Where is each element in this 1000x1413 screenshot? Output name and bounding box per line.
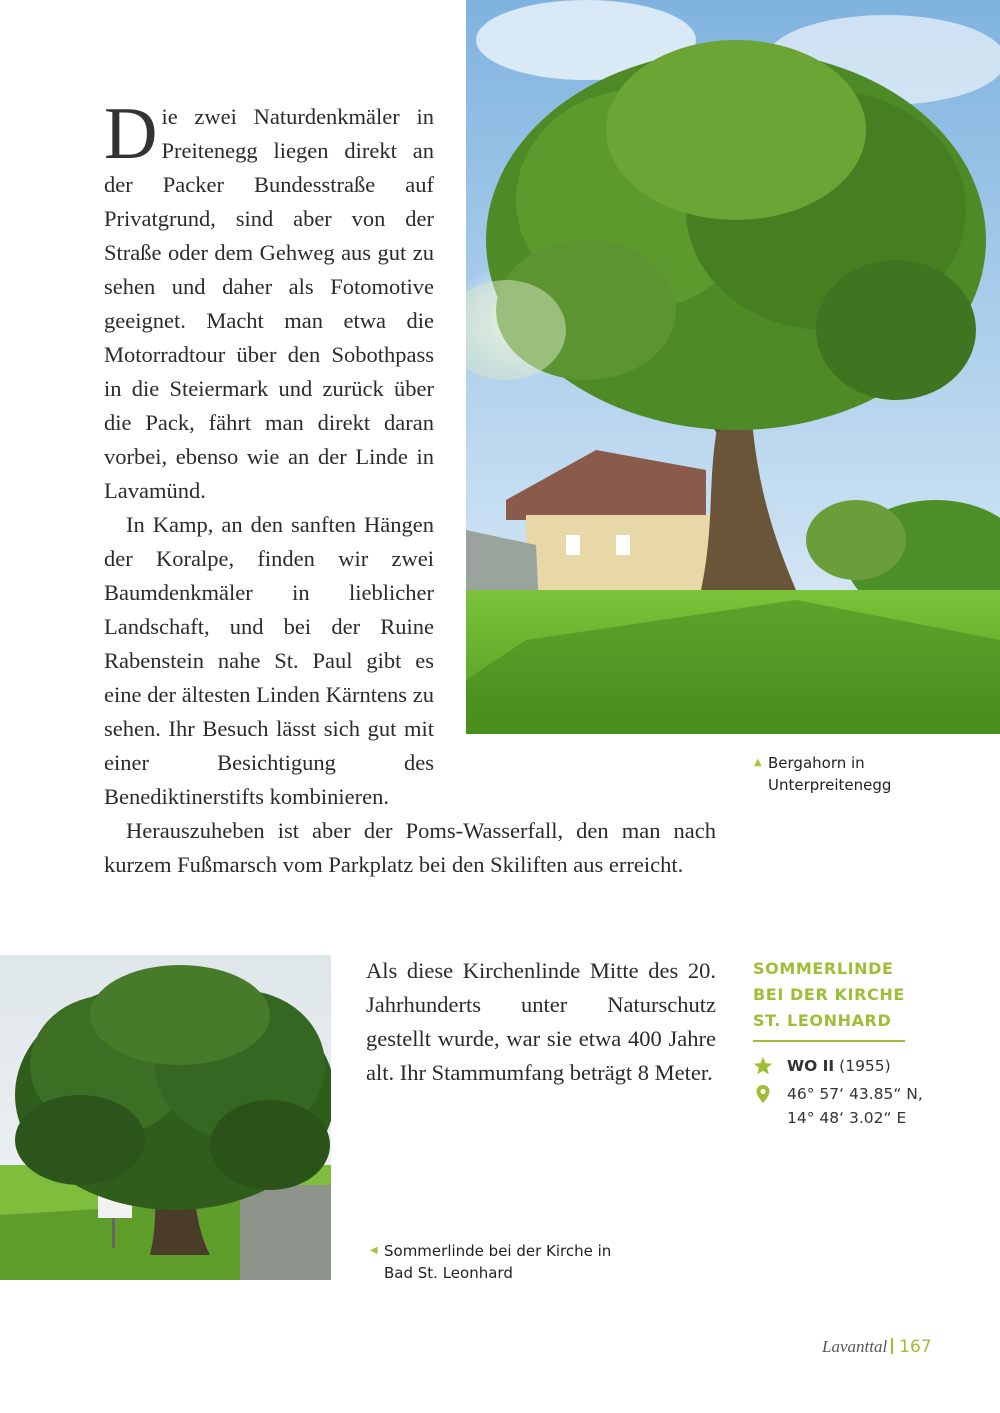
- section-name: Lavanttal: [822, 1337, 888, 1356]
- maple-tree-photo: [466, 0, 1000, 734]
- paragraph-1: ie zwei Naturdenkmäler in Preitenegg liegen direkt an der Packer Bundesstraße auf Privatgrund, sind aber von der Straße oder dem Gehweg aus gut zu sehen und daher als Fotomotive geeignet. Macht man etwa die Motorradtour über den Sobothpass in die Steiermark und zurück über die Pack, fährt man direkt daran vorbei, ebenso wie an der Linde in Lavamünd.: [104, 104, 434, 503]
- page-footer: [822, 1335, 932, 1359]
- coordinates-text: 46° 57‘ 43.85“ N, 14° 48‘ 3.02“ E: [787, 1085, 923, 1127]
- wo-label: WO II: [787, 1057, 835, 1075]
- triangle-up-icon: ▲: [754, 757, 762, 768]
- info-sidebar: [753, 956, 953, 1130]
- location-pin-icon: [753, 1084, 773, 1104]
- footer-divider: [891, 1338, 893, 1354]
- paragraph-4-wrapper: [366, 954, 716, 1090]
- maple-photo-caption: [754, 752, 968, 796]
- protection-info: [753, 1054, 953, 1078]
- sidebar-heading: SOMMERLINDE BEI DER KIRCHE ST. LEONHARD: [753, 956, 905, 1042]
- coordinates-info: [753, 1082, 953, 1130]
- page-number: 167: [899, 1337, 932, 1357]
- wo-year: (1955): [839, 1057, 891, 1075]
- paragraph-3-wrapper: [104, 814, 716, 882]
- paragraph-2: In Kamp, an den sanften Hängen der Koralpe, finden wir zwei Baumdenkmäler in lieblicher Landschaft, und bei der Ruine Rabenstein nahe St. Paul gibt es eine der ältesten Linden Kärntens zu sehen. Ihr Besuch lässt sich gut mit einer Besichtigung des Benediktinerstifts kombinieren.: [104, 512, 434, 809]
- maple-caption-text: Bergahorn in Unterpreitenegg: [768, 754, 892, 794]
- paragraph-4: Als diese Kirchenlinde Mitte des 20. Jahrhunderts unter Naturschutz gestellt wurde, war sie etwa 400 Jahre alt. Ihr Stammumfang beträgt 8 Meter.: [366, 958, 716, 1085]
- drop-cap: D: [104, 93, 158, 175]
- linden-caption-text: Sommerlinde bei der Kirche in Bad St. Leonhard: [384, 1242, 612, 1282]
- star-icon: [753, 1056, 773, 1076]
- paragraph-3: Herauszuheben ist aber der Poms-Wasserfall, den man nach kurzem Fußmarsch vom Parkplatz bei den Skiliften aus erreicht.: [104, 818, 716, 877]
- main-text-column: [104, 93, 434, 814]
- linden-tree-photo: [0, 955, 331, 1280]
- triangle-left-icon: ◀: [370, 1245, 378, 1256]
- linden-photo-caption: [370, 1240, 644, 1284]
